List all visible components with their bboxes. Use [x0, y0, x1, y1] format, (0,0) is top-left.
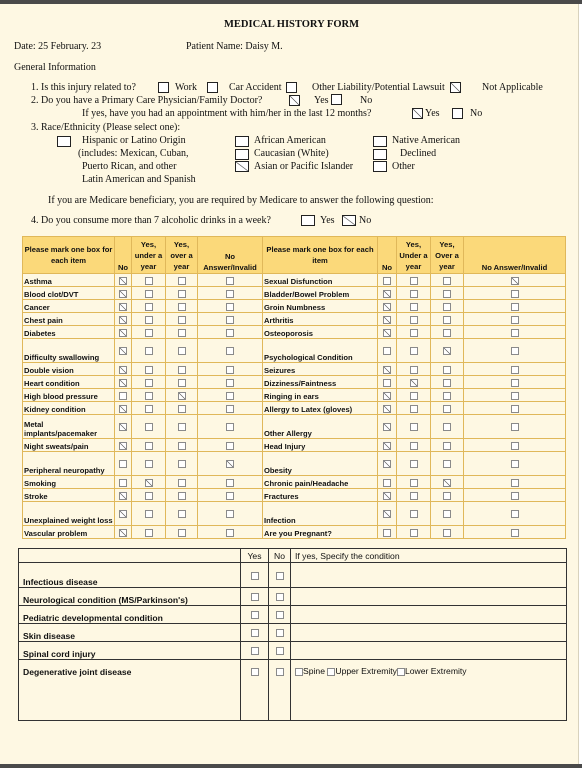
conditions-header	[19, 549, 567, 563]
hispanic-note-2: Puerto Rican, and other	[82, 161, 177, 172]
left-option-checkbox[interactable]	[145, 347, 153, 355]
condition-specify[interactable]	[291, 624, 567, 642]
appointment-question: If yes, have you had an appointment with him/her in the last 12 months?	[82, 108, 372, 119]
right-option-checkbox[interactable]	[443, 329, 451, 337]
right-option-checkbox[interactable]	[511, 479, 519, 487]
alcohol-yes-label: Yes	[320, 215, 335, 226]
right-option-checkbox[interactable]	[443, 405, 451, 413]
left-option-checkbox[interactable]	[119, 347, 127, 355]
not-applicable-label: Not Applicable	[482, 82, 543, 93]
right-option-checkbox[interactable]	[410, 529, 418, 537]
left-option-checkbox[interactable]	[119, 492, 127, 500]
right-option-checkbox[interactable]	[383, 379, 391, 387]
declined-label: Declined	[400, 148, 437, 159]
right-option-checkbox[interactable]	[511, 405, 519, 413]
left-item-label: Night sweats/pain	[23, 439, 115, 452]
asian-pacific-checkbox[interactable]	[235, 161, 249, 172]
right-option-checkbox[interactable]	[443, 510, 451, 518]
native-american-checkbox[interactable]	[373, 136, 387, 147]
left-item-label: Kidney condition	[23, 402, 115, 415]
pcp-checkbox[interactable]	[289, 95, 300, 106]
table-row	[23, 476, 566, 489]
left-option-checkbox[interactable]	[145, 529, 153, 537]
left-option-checkbox[interactable]	[178, 277, 186, 285]
left-option-checkbox[interactable]	[226, 423, 234, 431]
table-row	[23, 313, 566, 326]
right-option-checkbox[interactable]	[410, 366, 418, 374]
patient-name: Patient Name: Daisy M.	[186, 41, 283, 52]
left-option-checkbox[interactable]	[226, 510, 234, 518]
left-option-checkbox[interactable]	[145, 329, 153, 337]
condition-label: Spinal cord injury	[19, 642, 241, 660]
hispanic-checkbox[interactable]	[57, 136, 71, 147]
right-option-checkbox[interactable]	[443, 479, 451, 487]
condition-row	[19, 588, 567, 606]
left-option-checkbox[interactable]	[226, 460, 234, 468]
right-item-label: Bladder/Bowel Problem	[263, 287, 378, 300]
left-option-checkbox[interactable]	[145, 316, 153, 324]
left-option-checkbox[interactable]	[226, 277, 234, 285]
right-option-checkbox[interactable]	[383, 366, 391, 374]
right-option-checkbox[interactable]	[511, 423, 519, 431]
right-option-checkbox[interactable]	[511, 290, 519, 298]
right-item-label: Sexual Disfunction	[263, 274, 378, 287]
col-over-a-year-right: Yes, Over a year	[431, 237, 464, 274]
work-label: Work	[175, 82, 197, 93]
right-option-checkbox[interactable]	[410, 277, 418, 285]
left-option-checkbox[interactable]	[178, 366, 186, 374]
left-option-checkbox[interactable]	[119, 423, 127, 431]
table-row	[23, 274, 566, 287]
table-row	[23, 415, 566, 439]
date-field: Date: 25 February. 23	[14, 41, 102, 52]
left-option-checkbox[interactable]	[119, 366, 127, 374]
condition-yes-checkbox[interactable]	[251, 668, 259, 676]
left-option-checkbox[interactable]	[119, 460, 127, 468]
other-race-checkbox[interactable]	[373, 161, 387, 172]
condition-no-checkbox[interactable]	[276, 572, 284, 580]
left-option-checkbox[interactable]	[145, 405, 153, 413]
declined-checkbox[interactable]	[373, 149, 387, 160]
left-option-checkbox[interactable]	[145, 479, 153, 487]
left-option-checkbox[interactable]	[226, 366, 234, 374]
right-item-label: Ringing in ears	[263, 389, 378, 402]
table-row	[23, 300, 566, 313]
appointment-no-checkbox[interactable]	[452, 108, 463, 119]
question-3: 3. Race/Ethnicity (Please select one):	[31, 122, 181, 133]
left-item-label: Peripheral neuropathy	[23, 452, 115, 476]
right-option-checkbox[interactable]	[443, 290, 451, 298]
other-liability-label: Other Liability/Potential Lawsuit	[312, 82, 445, 93]
left-option-checkbox[interactable]	[145, 442, 153, 450]
condition-yes-checkbox[interactable]	[251, 647, 259, 655]
right-option-checkbox[interactable]	[383, 405, 391, 413]
condition-no-checkbox[interactable]	[276, 629, 284, 637]
left-option-checkbox[interactable]	[145, 366, 153, 374]
col-no: No	[115, 237, 132, 274]
lower-extremity-label: Lower Extremity	[404, 666, 467, 676]
right-option-checkbox[interactable]	[410, 303, 418, 311]
condition-label: Pediatric developmental condition	[19, 606, 241, 624]
condition-specify[interactable]	[291, 660, 567, 721]
alcohol-no-label: No	[359, 215, 372, 226]
right-option-checkbox[interactable]	[443, 303, 451, 311]
car-accident-checkbox[interactable]	[207, 82, 218, 93]
right-option-checkbox[interactable]	[383, 460, 391, 468]
right-item-label: Groin Numbness	[263, 300, 378, 313]
left-option-checkbox[interactable]	[178, 347, 186, 355]
right-option-checkbox[interactable]	[410, 392, 418, 400]
right-option-checkbox[interactable]	[383, 492, 391, 500]
right-option-checkbox[interactable]	[410, 290, 418, 298]
medical-history-table	[22, 236, 566, 539]
native-american-label: Native American	[392, 135, 461, 146]
left-item-label: Smoking	[23, 476, 115, 489]
condition-label: Degenerative joint disease	[19, 660, 241, 721]
right-option-checkbox[interactable]	[410, 316, 418, 324]
right-option-checkbox[interactable]	[410, 329, 418, 337]
condition-row	[19, 563, 567, 588]
hispanic-note-1: (includes: Mexican, Cuban,	[78, 148, 189, 159]
table-row	[23, 452, 566, 476]
left-option-checkbox[interactable]	[145, 303, 153, 311]
condition-yes-checkbox[interactable]	[251, 572, 259, 580]
table-row	[23, 526, 566, 539]
right-option-checkbox[interactable]	[383, 290, 391, 298]
conditions-table	[18, 548, 567, 721]
left-item-label: Vascular problem	[23, 526, 115, 539]
question-4: 4. Do you consume more than 7 alcoholic drinks in a week?	[31, 215, 271, 226]
right-option-checkbox[interactable]	[383, 303, 391, 311]
col-under-a-year: Yes, under a year	[132, 237, 166, 274]
right-option-checkbox[interactable]	[443, 366, 451, 374]
pcp-yes-checkbox[interactable]	[331, 94, 342, 105]
spine-checkbox[interactable]	[295, 668, 303, 676]
right-option-checkbox[interactable]	[383, 277, 391, 285]
right-option-checkbox[interactable]	[383, 510, 391, 518]
right-option-checkbox[interactable]	[410, 442, 418, 450]
table-row	[23, 439, 566, 452]
left-option-checkbox[interactable]	[119, 529, 127, 537]
african-american-checkbox[interactable]	[235, 136, 249, 147]
upper-extremity-label: Upper Extremity	[335, 666, 397, 676]
cond-col-specify: If yes, Specify the condition	[291, 549, 567, 563]
right-item-label: Arthritis	[263, 313, 378, 326]
left-option-checkbox[interactable]	[119, 479, 127, 487]
left-item-label: Chest pain	[23, 313, 115, 326]
other-liability-checkbox[interactable]	[450, 82, 461, 93]
left-option-checkbox[interactable]	[178, 379, 186, 387]
bottom-bar	[0, 764, 582, 768]
work-checkbox[interactable]	[158, 82, 169, 93]
left-option-checkbox[interactable]	[119, 316, 127, 324]
left-option-checkbox[interactable]	[119, 392, 127, 400]
appointment-yes-label: Yes	[425, 108, 440, 119]
table-row	[23, 339, 566, 363]
upper-extremity-checkbox[interactable]	[327, 668, 335, 676]
left-option-checkbox[interactable]	[226, 405, 234, 413]
table-row	[23, 326, 566, 339]
right-item-label: Allergy to Latex (gloves)	[263, 402, 378, 415]
table-row	[23, 363, 566, 376]
right-option-checkbox[interactable]	[443, 392, 451, 400]
left-option-checkbox[interactable]	[178, 529, 186, 537]
left-option-checkbox[interactable]	[226, 379, 234, 387]
right-option-checkbox[interactable]	[383, 529, 391, 537]
right-option-checkbox[interactable]	[410, 479, 418, 487]
right-option-checkbox[interactable]	[511, 329, 519, 337]
left-header: Please mark one box for each item	[23, 237, 115, 274]
right-option-checkbox[interactable]	[443, 316, 451, 324]
left-option-checkbox[interactable]	[145, 460, 153, 468]
car-accident-label: Car Accident	[229, 82, 282, 93]
left-option-checkbox[interactable]	[145, 290, 153, 298]
left-option-checkbox[interactable]	[145, 510, 153, 518]
right-option-checkbox[interactable]	[383, 329, 391, 337]
left-item-label: Stroke	[23, 489, 115, 502]
right-option-checkbox[interactable]	[410, 510, 418, 518]
left-item-label: Double vision	[23, 363, 115, 376]
condition-no-checkbox[interactable]	[276, 647, 284, 655]
right-item-label: Dizziness/Faintness	[263, 376, 378, 389]
left-item-label: Asthma	[23, 274, 115, 287]
pcp-no-label: No	[360, 95, 373, 106]
left-option-checkbox[interactable]	[226, 392, 234, 400]
caucasian-checkbox[interactable]	[235, 149, 249, 160]
left-option-checkbox[interactable]	[178, 329, 186, 337]
left-option-checkbox[interactable]	[119, 379, 127, 387]
other-race-label: Other	[392, 161, 415, 172]
asian-pacific-label: Asian or Pacific Islander	[254, 161, 354, 172]
left-option-checkbox[interactable]	[178, 392, 186, 400]
right-option-checkbox[interactable]	[511, 379, 519, 387]
left-option-checkbox[interactable]	[178, 510, 186, 518]
table-header	[23, 237, 566, 274]
condition-row	[19, 624, 567, 642]
right-option-checkbox[interactable]	[383, 442, 391, 450]
right-option-checkbox[interactable]	[511, 347, 519, 355]
condition-no-checkbox[interactable]	[276, 611, 284, 619]
hispanic-note-3: Latin American and Spanish	[82, 174, 196, 185]
left-option-checkbox[interactable]	[226, 492, 234, 500]
left-option-checkbox[interactable]	[119, 277, 127, 285]
caucasian-label: Caucasian (White)	[254, 148, 329, 159]
right-option-checkbox[interactable]	[511, 392, 519, 400]
pcp-yes-label: Yes	[314, 95, 329, 106]
right-option-checkbox[interactable]	[410, 492, 418, 500]
col-no-answer: No Answer/Invalid	[198, 237, 263, 274]
cond-col-no: No	[269, 549, 291, 563]
condition-row	[19, 660, 567, 721]
left-option-checkbox[interactable]	[178, 405, 186, 413]
left-item-label: Unexplained weight loss	[23, 502, 115, 526]
left-option-checkbox[interactable]	[226, 316, 234, 324]
right-option-checkbox[interactable]	[383, 316, 391, 324]
col-over-a-year: Yes, over a year	[166, 237, 198, 274]
right-option-checkbox[interactable]	[511, 460, 519, 468]
right-option-checkbox[interactable]	[511, 442, 519, 450]
left-option-checkbox[interactable]	[178, 303, 186, 311]
right-option-checkbox[interactable]	[383, 392, 391, 400]
cond-col-yes: Yes	[241, 549, 269, 563]
left-option-checkbox[interactable]	[178, 316, 186, 324]
left-option-checkbox[interactable]	[226, 479, 234, 487]
right-option-checkbox[interactable]	[443, 442, 451, 450]
left-item-label: Cancer	[23, 300, 115, 313]
right-item-label: Head Injury	[263, 439, 378, 452]
right-option-checkbox[interactable]	[443, 529, 451, 537]
left-option-checkbox[interactable]	[145, 392, 153, 400]
table-row	[23, 287, 566, 300]
table-row	[23, 489, 566, 502]
col-no-answer-right: No Answer/Invalid	[464, 237, 566, 274]
left-item-label: Diabetes	[23, 326, 115, 339]
right-item-label: Psychological Condition	[263, 339, 378, 363]
right-item-label: Obesity	[263, 452, 378, 476]
condition-no-checkbox[interactable]	[276, 593, 284, 601]
left-item-label: Difficulty swallowing	[23, 339, 115, 363]
appointment-no-label: No	[470, 108, 483, 119]
section-heading: General Information	[14, 62, 96, 73]
right-option-checkbox[interactable]	[443, 492, 451, 500]
right-option-checkbox[interactable]	[511, 529, 519, 537]
form-title: MEDICAL HISTORY FORM	[224, 19, 359, 30]
right-item-label: Infection	[263, 502, 378, 526]
right-option-checkbox[interactable]	[511, 492, 519, 500]
condition-label: Neurological condition (MS/Parkinson's)	[19, 588, 241, 606]
right-option-checkbox[interactable]	[511, 277, 519, 285]
alcohol-no-checkbox[interactable]	[342, 215, 356, 226]
right-option-checkbox[interactable]	[383, 423, 391, 431]
condition-specify[interactable]	[291, 563, 567, 588]
left-item-label: High blood pressure	[23, 389, 115, 402]
right-option-checkbox[interactable]	[443, 277, 451, 285]
left-option-checkbox[interactable]	[226, 303, 234, 311]
left-option-checkbox[interactable]	[145, 379, 153, 387]
african-american-label: African American	[254, 135, 326, 146]
left-option-checkbox[interactable]	[226, 290, 234, 298]
right-option-checkbox[interactable]	[511, 316, 519, 324]
left-item-label: Heart condition	[23, 376, 115, 389]
right-option-checkbox[interactable]	[410, 460, 418, 468]
medicare-note: If you are Medicare beneficiary, you are required by Medicare to answer the following question:	[48, 195, 434, 206]
condition-specify[interactable]	[291, 588, 567, 606]
right-option-checkbox[interactable]	[511, 510, 519, 518]
left-option-checkbox[interactable]	[178, 442, 186, 450]
right-item-label: Fractures	[263, 489, 378, 502]
right-option-checkbox[interactable]	[443, 460, 451, 468]
right-option-checkbox[interactable]	[410, 379, 418, 387]
question-2: 2. Do you have a Primary Care Physician/Family Doctor?	[31, 95, 263, 106]
left-option-checkbox[interactable]	[119, 442, 127, 450]
right-option-checkbox[interactable]	[443, 423, 451, 431]
left-option-checkbox[interactable]	[119, 290, 127, 298]
left-option-checkbox[interactable]	[119, 510, 127, 518]
spine-label: Spine	[303, 666, 325, 676]
right-option-checkbox[interactable]	[443, 379, 451, 387]
table-row	[23, 376, 566, 389]
car-accident-checkbox-2[interactable]	[286, 82, 297, 93]
right-option-checkbox[interactable]	[410, 423, 418, 431]
right-item-label: Are you Pregnant?	[263, 526, 378, 539]
left-option-checkbox[interactable]	[145, 277, 153, 285]
left-item-label: Blood clot/DVT	[23, 287, 115, 300]
left-option-checkbox[interactable]	[178, 423, 186, 431]
left-option-checkbox[interactable]	[226, 529, 234, 537]
lower-extremity-checkbox[interactable]	[397, 668, 405, 676]
table-row	[23, 389, 566, 402]
left-option-checkbox[interactable]	[119, 329, 127, 337]
left-option-checkbox[interactable]	[145, 492, 153, 500]
question-1: 1. Is this injury related to?	[31, 82, 136, 93]
condition-yes-checkbox[interactable]	[251, 629, 259, 637]
condition-yes-checkbox[interactable]	[251, 611, 259, 619]
conditions-corner	[19, 549, 241, 563]
condition-specify[interactable]	[291, 606, 567, 624]
condition-no-checkbox[interactable]	[276, 668, 284, 676]
right-item-label: Osteoporosis	[263, 326, 378, 339]
right-option-checkbox[interactable]	[410, 347, 418, 355]
condition-row	[19, 606, 567, 624]
left-option-checkbox[interactable]	[119, 303, 127, 311]
right-option-checkbox[interactable]	[511, 303, 519, 311]
left-option-checkbox[interactable]	[226, 347, 234, 355]
table-row	[23, 402, 566, 415]
appointment-yes-checkbox[interactable]	[412, 108, 423, 119]
condition-specify[interactable]	[291, 642, 567, 660]
alcohol-yes-checkbox[interactable]	[301, 215, 315, 226]
left-option-checkbox[interactable]	[178, 290, 186, 298]
condition-row	[19, 642, 567, 660]
left-option-checkbox[interactable]	[119, 405, 127, 413]
right-option-checkbox[interactable]	[383, 347, 391, 355]
right-option-checkbox[interactable]	[511, 366, 519, 374]
left-option-checkbox[interactable]	[178, 479, 186, 487]
left-option-checkbox[interactable]	[145, 423, 153, 431]
right-item-label: Chronic pain/Headache	[263, 476, 378, 489]
left-option-checkbox[interactable]	[226, 442, 234, 450]
condition-label: Skin disease	[19, 624, 241, 642]
table-row	[23, 502, 566, 526]
right-option-checkbox[interactable]	[383, 479, 391, 487]
left-option-checkbox[interactable]	[226, 329, 234, 337]
hispanic-label: Hispanic or Latino Origin	[82, 135, 186, 146]
right-item-label: Other Allergy	[263, 415, 378, 439]
condition-label: Infectious disease	[19, 563, 241, 588]
left-option-checkbox[interactable]	[178, 460, 186, 468]
right-item-label: Seizures	[263, 363, 378, 376]
left-item-label: Metal implants/pacemaker	[23, 415, 115, 439]
col-under-a-year-right: Yes, Under a year	[397, 237, 431, 274]
condition-yes-checkbox[interactable]	[251, 593, 259, 601]
right-header: Please mark one box for each item	[263, 237, 378, 274]
right-option-checkbox[interactable]	[410, 405, 418, 413]
right-option-checkbox[interactable]	[443, 347, 451, 355]
col-no-right: No	[378, 237, 397, 274]
left-option-checkbox[interactable]	[178, 492, 186, 500]
